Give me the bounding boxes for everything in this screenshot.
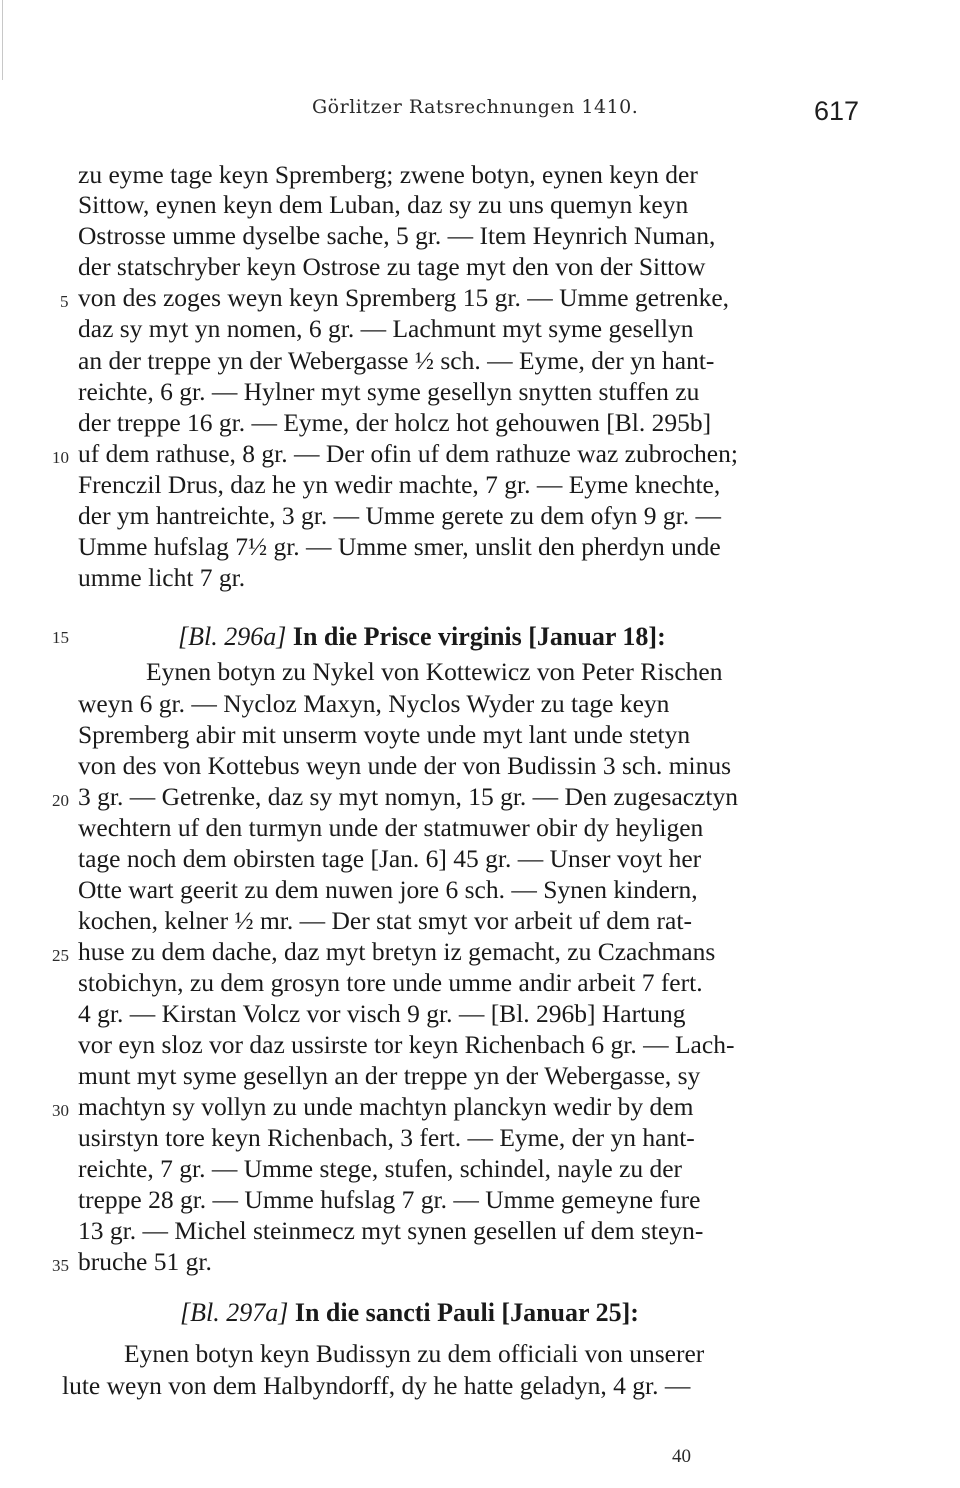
body-line: weyn 6 gr. — Nycloz Maxyn, Nyclos Wyder zu tage keyn: [78, 689, 670, 718]
signature-mark: 40: [672, 1446, 691, 1467]
body-line: Spremberg abir mit unserm voyte unde myt lant unde stetyn: [78, 720, 691, 749]
section-heading: [180, 1298, 639, 1328]
body-line: 13 gr. — Michel steinmecz myt synen gesellen uf dem steyn-: [78, 1216, 704, 1245]
body-line: 3 gr. — Getrenke, daz sy myt nomyn, 15 gr. — Den zugesacztyn: [78, 782, 739, 811]
body-line: an der treppe yn der Webergasse ½ sch. — Eyme, der yn hant-: [78, 346, 715, 375]
page-header: [0, 92, 960, 132]
body-line: von des von Kottebus weyn unde der von Budissin 3 sch. minus: [78, 751, 732, 780]
body-line: von des zoges weyn keyn Spremberg 15 gr. — Umme getrenke,: [78, 283, 730, 312]
scan-edge-mark: [2, 0, 3, 80]
body-line: daz sy myt yn nomen, 6 gr. — Lachmunt myt syme gesellyn: [78, 314, 694, 343]
body-line: huse zu dem dache, daz myt bretyn iz gemacht, zu Czachmans: [78, 937, 716, 966]
section-title: In die Prisce virginis [Januar 18]:: [292, 622, 666, 651]
body-line: uf dem rathuse, 8 gr. — Der ofin uf dem rathuze waz zubrochen;: [78, 439, 738, 468]
line-number: 20: [52, 791, 69, 810]
body-line: reichte, 7 gr. — Umme stege, stufen, schindel, nayle zu der: [78, 1154, 683, 1183]
line-number: 30: [52, 1101, 69, 1120]
body-line: der statschryber keyn Ostrose zu tage myt den von der Sittow: [78, 252, 706, 281]
body-line: Sittow, eynen keyn dem Luban, daz sy zu uns quemyn keyn: [78, 190, 689, 219]
body-line: Frenczil Drus, daz he yn wedir machte, 7 gr. — Eyme knechte,: [78, 470, 721, 499]
body-line: wechtern uf den turmyn unde der statmuwer obir dy heyligen: [78, 813, 704, 842]
body-line: munt myt syme gesellyn an der treppe yn der Webergasse, sy: [78, 1061, 701, 1090]
body-line: lute weyn von dem Halbyndorff, dy he hatte geladyn, 4 gr. —: [62, 1371, 691, 1400]
body-line: bruche 51 gr.: [78, 1247, 212, 1276]
line-number: 10: [52, 448, 69, 467]
body-line: der ym hantreichte, 3 gr. — Umme gerete zu dem ofyn 9 gr. —: [78, 501, 721, 530]
body-line: tage noch dem obirsten tage [Jan. 6] 45 gr. — Unser voyt her: [78, 844, 702, 873]
body-line: machtyn sy vollyn zu unde machtyn planckyn wedir by dem: [78, 1092, 694, 1121]
body-line: umme licht 7 gr.: [78, 563, 246, 592]
body-line: 4 gr. — Kirstan Volcz vor visch 9 gr. — [Bl. 296b] Hartung: [78, 999, 686, 1028]
body-line: reichte, 6 gr. — Hylner myt syme gesellyn snytten stuffen zu: [78, 377, 700, 406]
body-line: Eynen botyn zu Nykel von Kottewicz von Peter Rischen: [146, 657, 723, 686]
section-title: In die sancti Pauli [Januar 25]:: [294, 1298, 639, 1327]
running-title: Görlitzer Ratsrechnungen 1410.: [312, 96, 639, 118]
body-line: Umme hufslag 7½ gr. — Umme smer, unslit den pherdyn unde: [78, 532, 721, 561]
section-heading: [178, 622, 666, 652]
line-number: 25: [52, 946, 69, 965]
body-line: zu eyme tage keyn Spremberg; zwene botyn, eynen keyn der: [78, 160, 698, 189]
body-line: Eynen botyn keyn Budissyn zu dem officiali von unserer: [124, 1339, 705, 1368]
body-line: kochen, kelner ½ mr. — Der stat smyt vor arbeit uf dem rat-: [78, 906, 692, 935]
body-line: vor eyn sloz vor daz ussirste tor keyn Richenbach 6 gr. — Lach-: [78, 1030, 735, 1059]
body-line: stobichyn, zu dem grosyn tore unde umme andir arbeit 7 fert.: [78, 968, 703, 997]
line-number: 35: [52, 1256, 69, 1275]
body-line: usirstyn tore keyn Richenbach, 3 fert. — Eyme, der yn hant-: [78, 1123, 695, 1152]
body-line: der treppe 16 gr. — Eyme, der holcz hot gehouwen [Bl. 295b]: [78, 408, 712, 437]
body-line: treppe 28 gr. — Umme hufslag 7 gr. — Umme gemeyne fure: [78, 1185, 701, 1214]
body-line: Ostrosse umme dyselbe sache, 5 gr. — Item Heynrich Numan,: [78, 221, 716, 250]
line-number: 5: [60, 292, 69, 311]
folio-reference: [Bl. 297a]: [180, 1298, 289, 1327]
body-line: Otte wart geerit zu dem nuwen jore 6 sch. — Synen kindern,: [78, 875, 698, 904]
folio-reference: [Bl. 296a]: [178, 622, 287, 651]
page-number: 617: [814, 96, 860, 126]
line-number: 15: [52, 628, 69, 647]
